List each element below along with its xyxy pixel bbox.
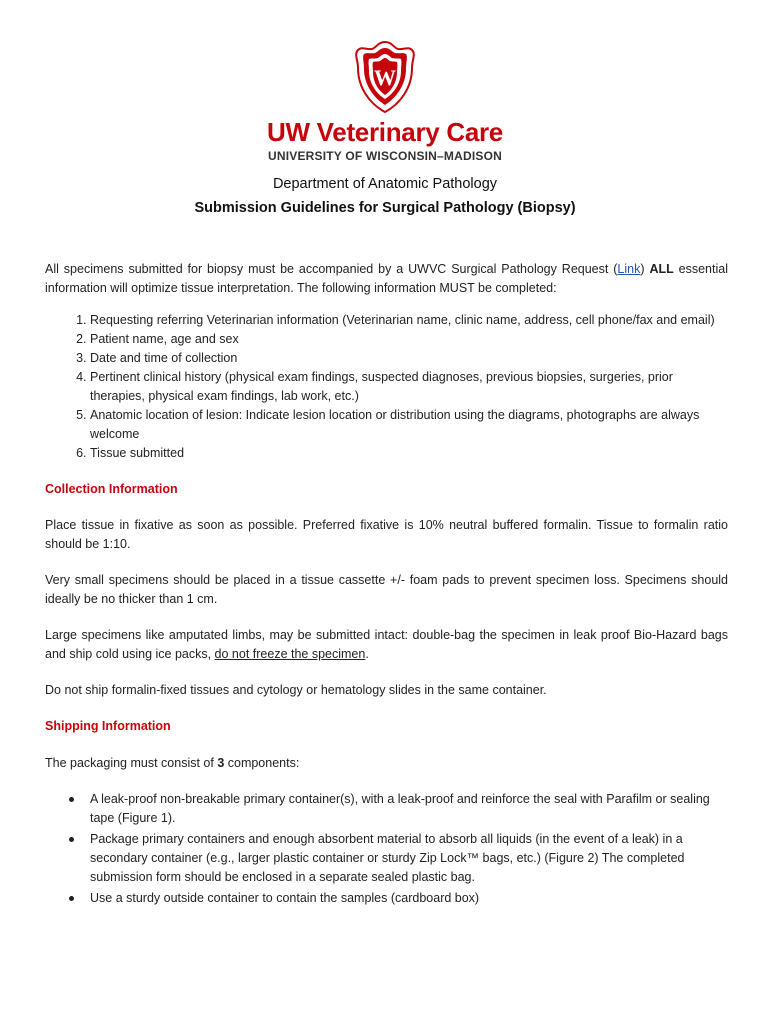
collection-paragraph-3: Large specimens like amputated limbs, may be submitted intact: double-bag the specimen in leak proof Bio-Hazard bags and ship cold using ice packs, do not freeze the specimen.	[45, 628, 728, 661]
intro-paragraph: All specimens submitted for biopsy must be accompanied by a UWVC Surgical Pathology Request (Link) ALL essential information will optimize tissue interpretation. The following information MUST be completed:	[45, 262, 728, 295]
collection-heading: Collection Information	[45, 482, 178, 496]
list-item: 3. Date and time of collection	[90, 349, 728, 368]
crest-icon	[348, 40, 422, 114]
uw-crest-logo	[0, 40, 770, 114]
list-item: 1. Requesting referring Veterinarian information (Veterinarian name, clinic name, address, cell phone/fax and email)	[90, 311, 728, 330]
list-item: A leak-proof non-breakable primary container(s), with a leak-proof and reinforce the seal with Parafilm or sealing tape (Figure 1).	[90, 790, 728, 828]
requirements-list	[45, 311, 728, 463]
document-title: Submission Guidelines for Surgical Pathology (Biopsy)	[194, 200, 576, 216]
collection-paragraph-1: Place tissue in fixative as soon as possible. Preferred fixative is 10% neutral buffered formalin. Tissue to formalin ratio should be 1:10.	[45, 518, 728, 551]
brand-subtitle: UNIVERSITY OF WISCONSIN–MADISON	[267, 149, 502, 163]
svg-text:W: W	[374, 65, 396, 90]
list-item: 6. Tissue submitted	[90, 444, 728, 463]
list-item: Use a sturdy outside container to contain the samples (cardboard box)	[90, 889, 728, 908]
department-title: Department of Anatomic Pathology	[272, 176, 498, 192]
request-form-link[interactable]: Link	[617, 262, 641, 276]
brand-name: UW Veterinary Care	[267, 117, 503, 147]
list-item: 2. Patient name, age and sex	[90, 330, 728, 349]
shipping-heading: Shipping Information	[45, 719, 171, 733]
shipping-intro: The packaging must consist of 3 components:	[45, 756, 300, 770]
list-item: Package primary containers and enough absorbent material to absorb all liquids (in the event of a leak) in a secondary container (e.g., larger plastic container or sturdy Zip Lock™ bags, etc.) (Figure 2) The completed submission form should be enclosed in a separate sealed plastic bag.	[90, 830, 728, 887]
collection-paragraph-2: Very small specimens should be placed in a tissue cassette +/- foam pads to prevent specimen loss. Specimens should ideally be no thicker than 1 cm.	[45, 573, 728, 606]
collection-paragraph-4: Do not ship formalin-fixed tissues and cytology or hematology slides in the same container.	[45, 683, 547, 697]
shipping-list	[45, 790, 728, 908]
list-item: 4. Pertinent clinical history (physical exam findings, suspected diagnoses, previous biopsies, surgeries, prior therapies, physical exam findings, lab work, etc.)	[90, 368, 728, 406]
list-item: 5. Anatomic location of lesion: Indicate lesion location or distribution using the diagrams, photographs are always welcome	[90, 406, 728, 444]
document-body	[45, 260, 728, 910]
